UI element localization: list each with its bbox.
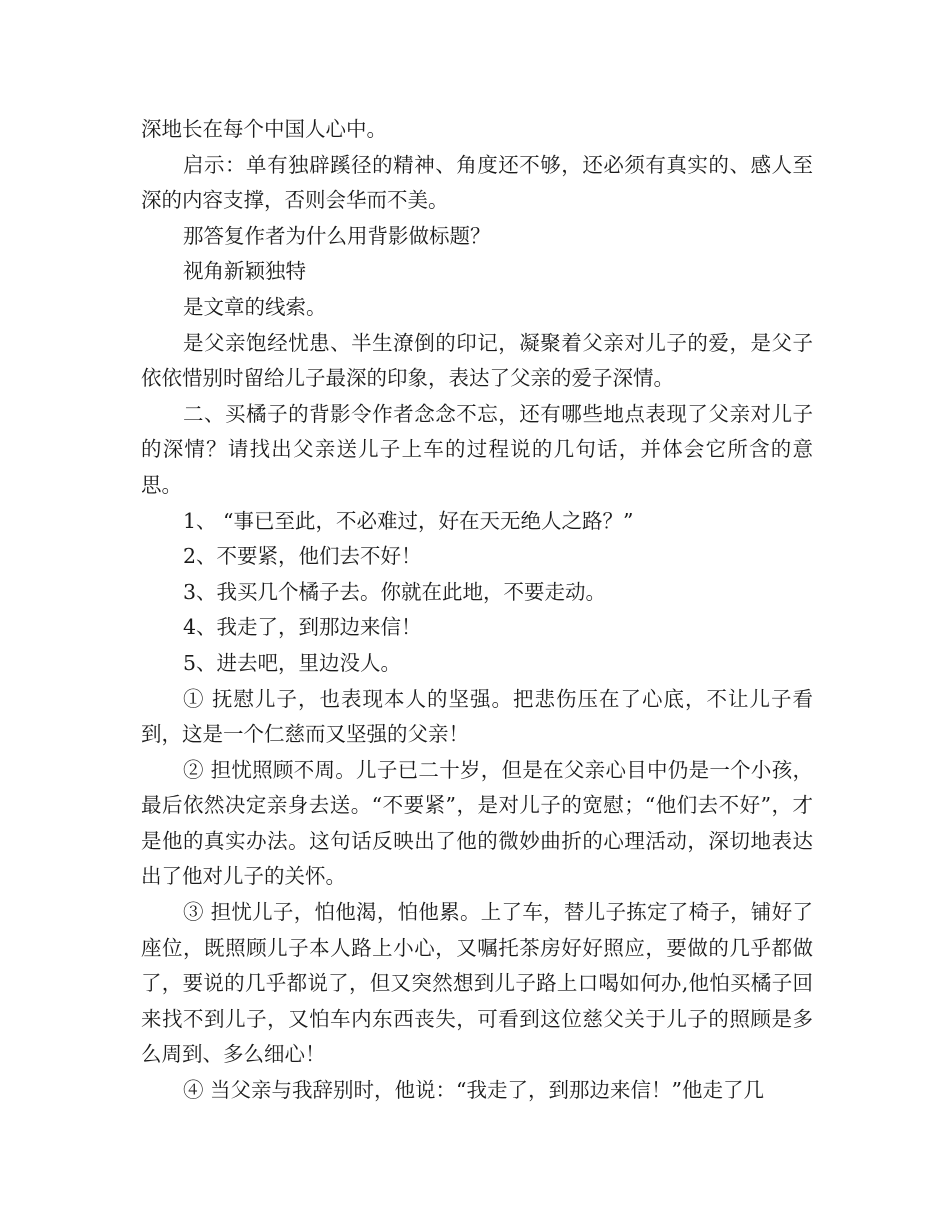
analysis-paragraph: ② 担忧照顾不周。儿子已二十岁，但是在父亲心目中仍是一个小孩，最后依然决定亲身去送。“不要紧”，是对儿子的宽慰；“他们去不好”，才是他的真实办法。这句话反映出了他的微妙曲折的心理活动，深切地表达出了他对儿子的关怀。 xyxy=(141,757,813,889)
paragraph: 那答复作者为什么用背影做标题？ xyxy=(183,223,491,248)
analysis-paragraph: ③ 担忧儿子，怕他渴，怕他累。上了车，替儿子拣定了椅子，铺好了座位，既照顾儿子本人路上小心，又嘱托茶房好好照应，要做的几乎都做了，要说的几乎都说了，但又突然想到儿子路上口喝如何办,他怕买橘子回来找不到儿子，又怕车内东西丧失，可看到这位慈父关于儿子的照顾是多么周到、多么细心！ xyxy=(141,900,813,1067)
document-body xyxy=(141,112,813,1109)
quote-item: 2、不要紧，他们去不好！ xyxy=(183,544,422,569)
quote-item: 1、 “事已至此，不必难过，好在天无绝人之路？” xyxy=(183,508,634,533)
quote-item: 3、我买几个橘子去。你就在此地，不要走动。 xyxy=(183,579,607,604)
quote-item: 4、我走了，到那边来信！ xyxy=(183,615,422,640)
paragraph: 深地长在每个中国人心中。 xyxy=(141,117,387,141)
quote-item: 5、进去吧，里边没人。 xyxy=(183,650,402,675)
analysis-paragraph: ① 抚慰儿子，也表现本人的坚强。把悲伤压在了心底，不让儿子看到，这是一个仁慈而又坚强的父亲！ xyxy=(141,686,813,747)
paragraph: 视角新颖独特 xyxy=(183,259,306,284)
paragraph: 是父亲饱经忧患、半生潦倒的印记，凝聚着父亲对儿子的爱，是父子依依惜别时留给儿子最深的印象，表达了父亲的爱子深情。 xyxy=(141,330,813,391)
paragraph: 是文章的线索。 xyxy=(183,294,327,319)
paragraph: 启示：单有独辟蹊径的精神、角度还不够，还必须有真实的、感人至深的内容支撑，否则会华而不美。 xyxy=(141,152,813,213)
analysis-paragraph: ④ 当父亲与我辞别时，他说：“我走了，到那边来信！”他走了几 xyxy=(183,1078,764,1103)
question-paragraph: 二、买橘子的背影令作者念念不忘，还有哪些地点表现了父亲对儿子的深情？请找出父亲送儿子上车的过程说的几句话，并体会它所含的意思。 xyxy=(141,401,813,497)
